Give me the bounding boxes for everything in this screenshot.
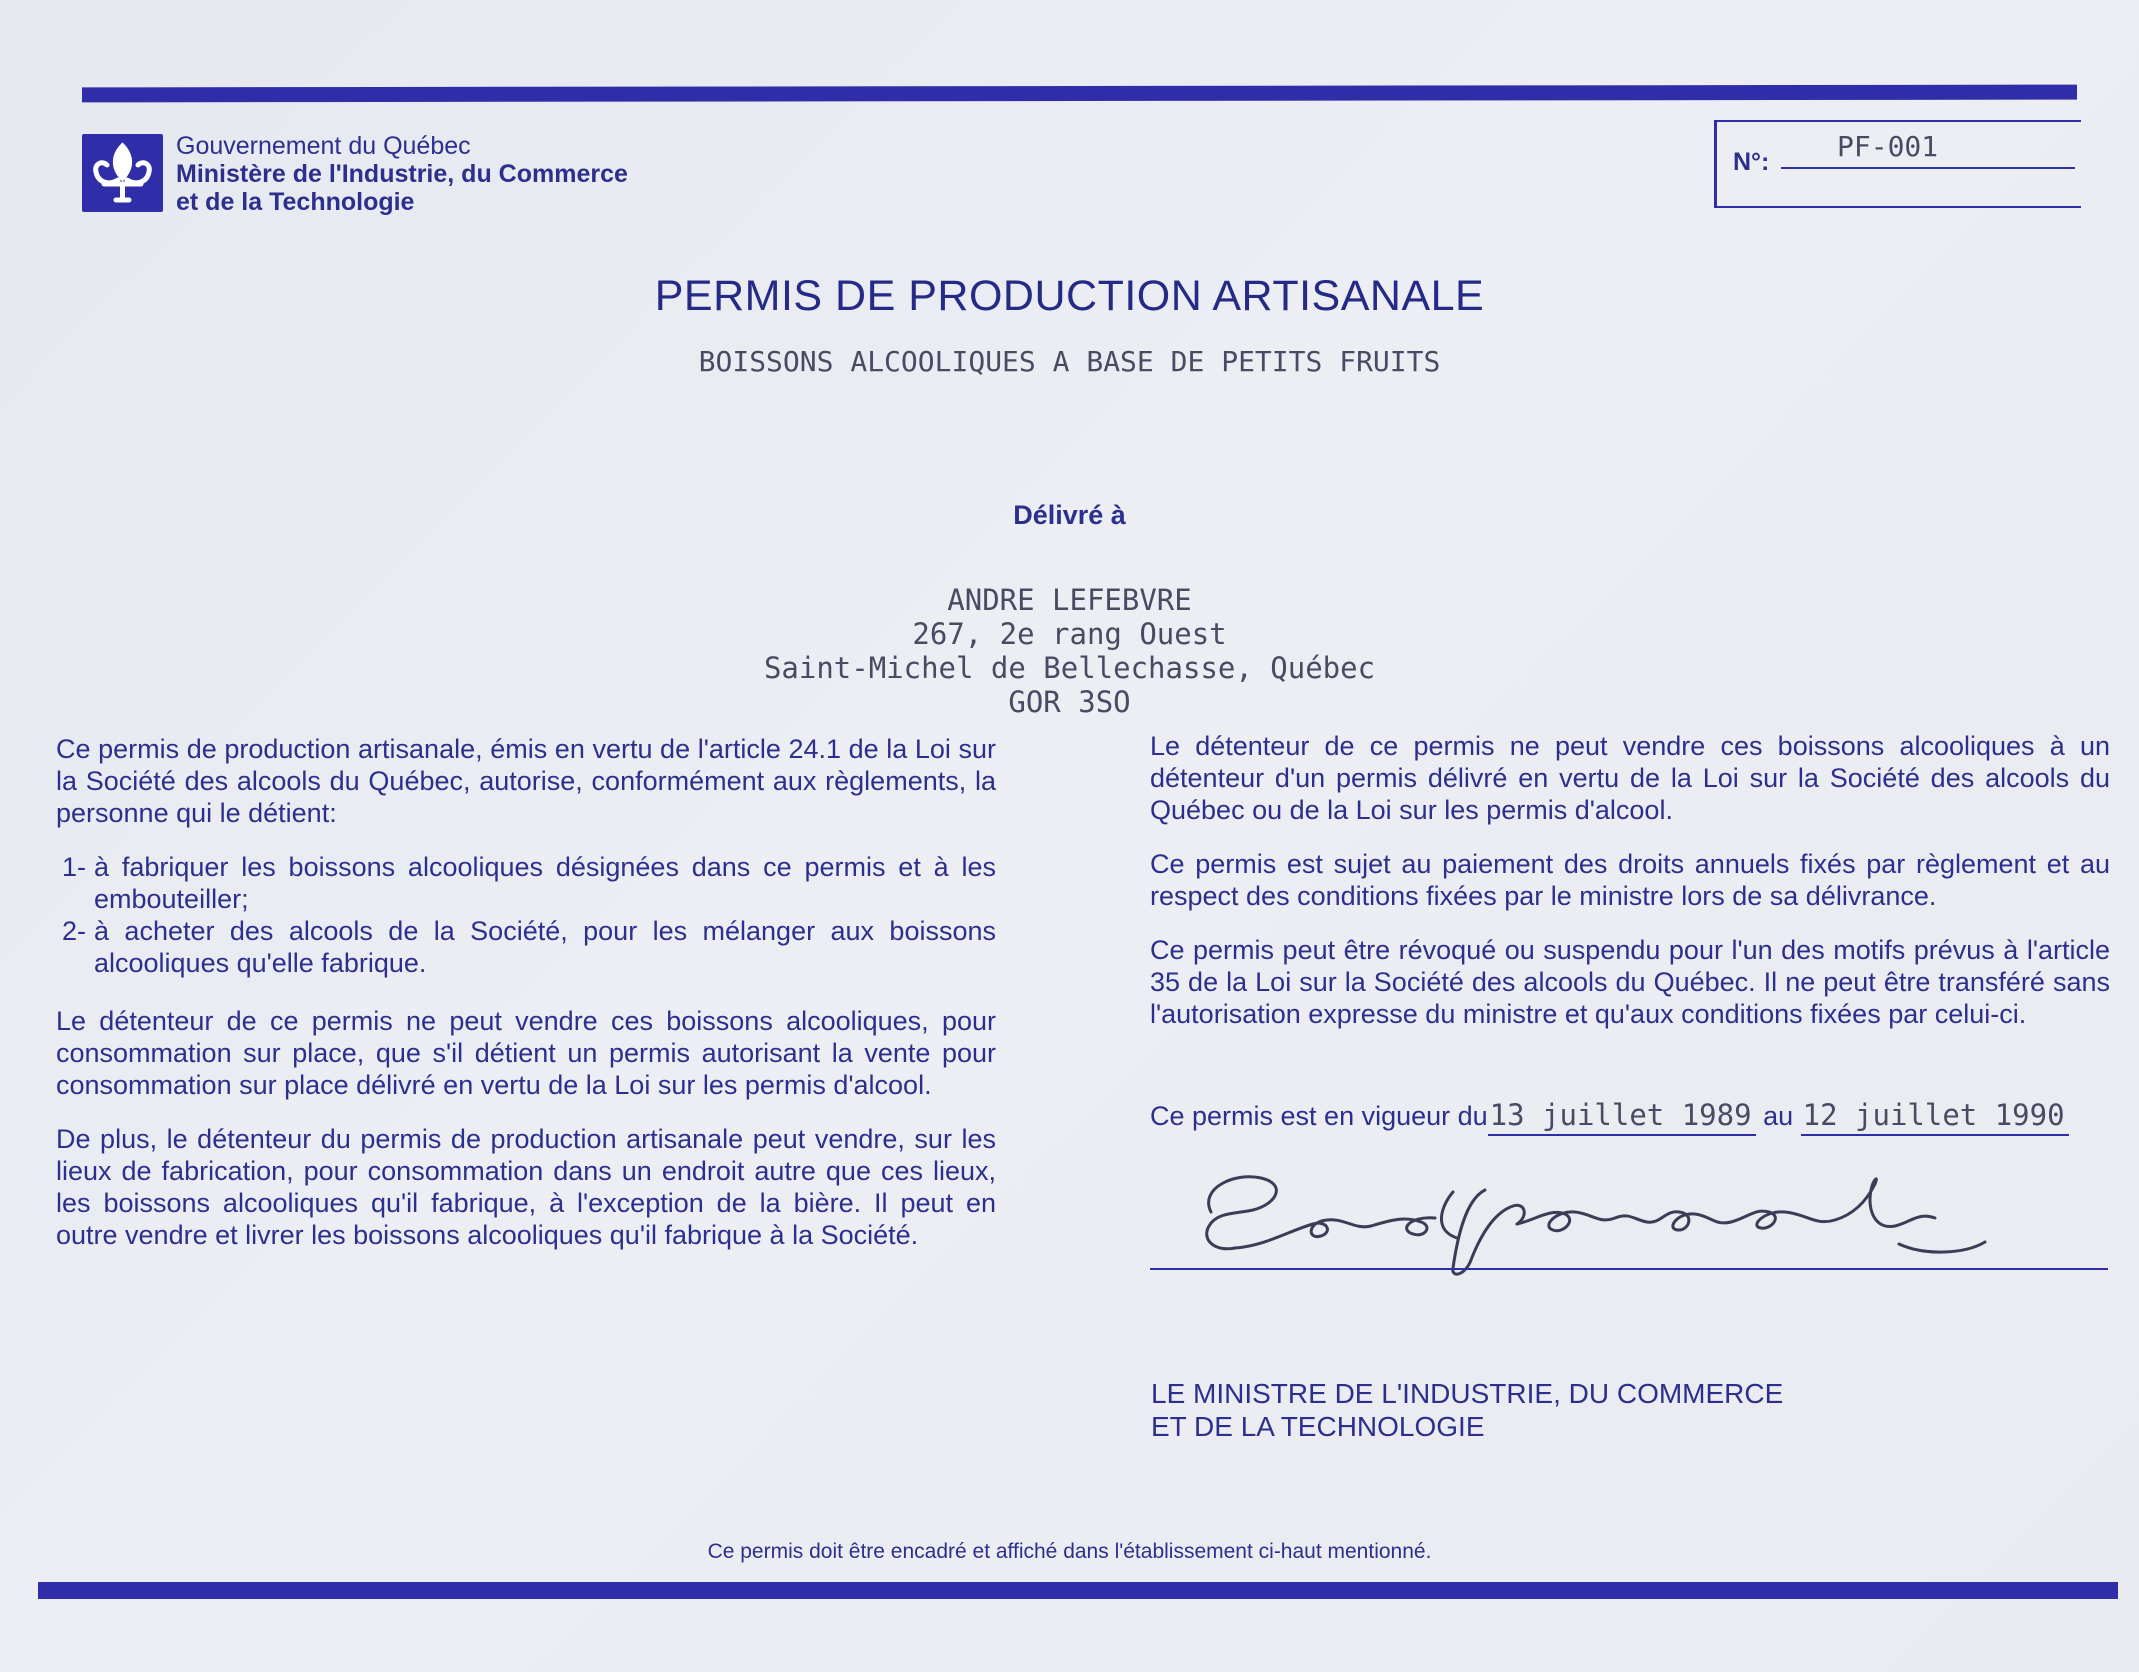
intro-paragraph: Ce permis de production artisanale, émis en vertu de l'article 24.1 de la Loi sur la Société des alcools du Québec, autorise, conformément aux règlements, la personne qui le détient: <box>56 734 996 828</box>
list-item-text: à acheter des alcools de la Société, pour les mélanger aux boissons alcooliques qu'elle fabrique. <box>94 916 996 978</box>
minister-signature <box>1195 1160 2015 1290</box>
list-item <box>62 915 996 979</box>
validity-period <box>1150 1098 2115 1136</box>
list-item-number: 1- <box>62 852 87 882</box>
recipient-postal-code: GOR 3SO <box>1008 685 1131 719</box>
validity-start-date: 13 juillet 1989 <box>1488 1098 1756 1136</box>
ministry-name-line1: Ministère de l'Industrie, du Commerce <box>176 160 628 188</box>
minister-title <box>1151 1377 1783 1443</box>
recipient-block <box>0 583 2139 719</box>
minister-title-line2: ET DE LA TECHNOLOGIE <box>1151 1411 1485 1442</box>
validity-prefix: Ce permis est en vigueur du <box>1150 1101 1488 1131</box>
permit-number-underline <box>1781 167 2075 169</box>
list-item-text: à fabriquer les boissons alcooliques désignées dans ce permis et à les embouteiller; <box>94 852 996 914</box>
recipient-address-line1: 267, 2e rang Ouest <box>912 617 1227 651</box>
revocation-paragraph: Ce permis peut être révoqué ou suspendu pour l'un des motifs prévus à l'article 35 de la Loi sur la Société des alcools du Québec. Il ne peut être transféré sans l'autorisation expresse du ministre et qu'aux conditions fixées par celui-ci. <box>1150 935 2110 1029</box>
left-column <box>56 733 996 1273</box>
top-rule <box>82 85 2077 103</box>
permit-number-value: PF-001 <box>1837 130 1939 163</box>
document-title: PERMIS DE PRODUCTION ARTISANALE <box>654 272 1485 320</box>
signature-line <box>1150 1268 2108 1270</box>
recipient-address-line2: Saint-Michel de Bellechasse, Québec <box>763 651 1376 685</box>
ministry-header <box>176 132 628 216</box>
off-site-sale-paragraph: De plus, le détenteur du permis de production artisanale peut vendre, sur les lieux de fabrication, pour consommation dans un endroit autre que ces lieux, les boissons alcooliques qu'il fabrique, à l'exception de la bière. Il peut en outre vendre et livrer les boissons alcooliques qu'il fabrique à la Société. <box>56 1124 996 1250</box>
display-notice: Ce permis doit être encadré et affiché dans l'établissement ci-haut mentionné. <box>707 1540 1432 1563</box>
on-site-consumption-paragraph: Le détenteur de ce permis ne peut vendre ces boissons alcooliques, pour consommation sur place, que s'il détient un permis autorisant la vente pour consommation sur place délivré en vertu de la Loi sur les permis d'alcool. <box>56 1006 996 1100</box>
minister-title-line1: LE MINISTRE DE L'INDUSTRIE, DU COMMERCE <box>1151 1378 1784 1409</box>
list-item-number: 2- <box>62 916 87 946</box>
authorization-list <box>62 851 996 979</box>
list-item <box>62 851 996 915</box>
document-subtitle: BOISSONS ALCOOLIQUES A BASE DE PETITS FRUITS <box>698 345 1441 378</box>
permit-number-box <box>1714 120 2081 208</box>
recipient-name: ANDRE LEFEBVRE <box>947 583 1192 617</box>
ministry-name-line2: et de la Technologie <box>176 188 415 216</box>
permit-number-label: N°: <box>1733 148 1770 176</box>
government-name: Gouvernement du Québec <box>176 132 471 160</box>
fleur-de-lis-icon <box>82 134 163 212</box>
fleur-de-lis-logo <box>82 134 163 212</box>
right-column <box>1150 730 2110 1052</box>
annual-fees-paragraph: Ce permis est sujet au paiement des droits annuels fixés par règlement et au respect des conditions fixées par le ministre lors de sa délivrance. <box>1150 849 2110 911</box>
validity-between: au <box>1763 1101 1794 1131</box>
bottom-rule <box>38 1582 2118 1599</box>
validity-end-date: 12 juillet 1990 <box>1801 1098 2069 1136</box>
resale-restriction-paragraph: Le détenteur de ce permis ne peut vendre ces boissons alcooliques à un détenteur d'un permis délivré en vertu de la Loi sur la Société des alcools du Québec ou de la Loi sur les permis d'alcool. <box>1150 731 2110 825</box>
delivered-to-label: Délivré à <box>1013 500 1126 530</box>
